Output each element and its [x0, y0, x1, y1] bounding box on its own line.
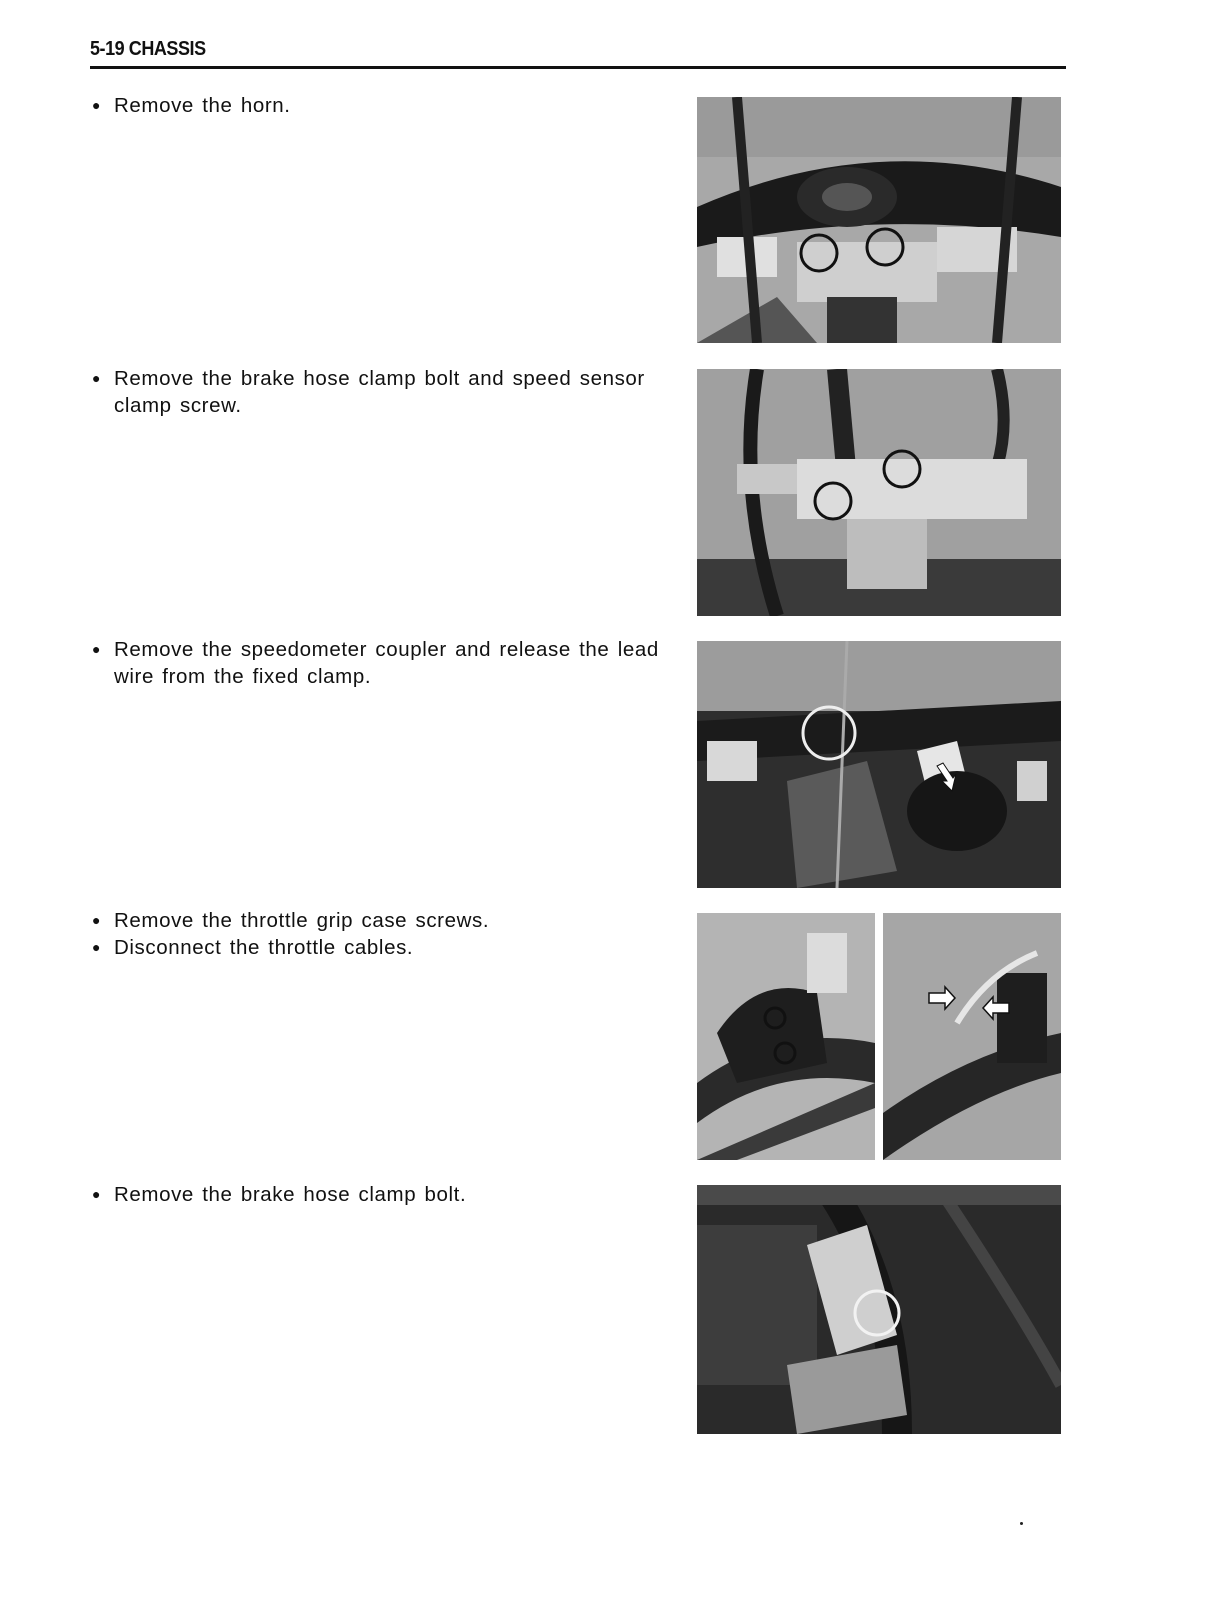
bullet-icon: ● — [92, 97, 102, 113]
step-1-text — [92, 92, 672, 119]
bullet-icon: ● — [92, 912, 102, 928]
step-3-text — [92, 636, 672, 690]
photo-brake-hose-clamp-bolt — [697, 1185, 1061, 1434]
page-header — [90, 36, 1066, 69]
speedometer-photo-illustration — [697, 641, 1061, 888]
photo-horn — [697, 97, 1061, 343]
page-title: 5-19 CHASSIS — [90, 38, 206, 60]
step-line — [92, 636, 672, 663]
step-line — [92, 934, 672, 961]
step-3-line-1: Remove the speedometer coupler and release the lead — [114, 638, 659, 661]
step-2-line-1: Remove the brake hose clamp bolt and speed sensor — [114, 367, 645, 390]
step-line — [92, 92, 672, 119]
step-line — [92, 907, 672, 934]
step-2-text — [92, 365, 672, 419]
step-4-text — [92, 907, 672, 961]
step-line — [92, 663, 672, 690]
step-4-line-1: Remove the throttle grip case screws. — [114, 909, 490, 932]
step-3-line-2: wire from the fixed clamp. — [114, 665, 372, 688]
photo-throttle-grip — [697, 913, 1061, 1160]
bullet-icon: ● — [92, 370, 102, 386]
brake-clamp-photo-illustration — [697, 1185, 1061, 1434]
horn-photo-illustration — [697, 97, 1061, 343]
throttle-photo-illustration — [697, 913, 1061, 1160]
step-5-text — [92, 1181, 672, 1208]
step-1-line-1: Remove the horn. — [114, 94, 291, 117]
bullet-icon: ● — [92, 641, 102, 657]
bullet-icon: ● — [92, 1186, 102, 1202]
step-2-line-2: clamp screw. — [114, 394, 242, 417]
step-line — [92, 365, 672, 392]
step-4-line-2: Disconnect the throttle cables. — [114, 936, 414, 959]
step-line — [92, 1181, 672, 1208]
step-line — [92, 392, 672, 419]
step-5-line-1: Remove the brake hose clamp bolt. — [114, 1183, 467, 1206]
photo-brake-hose-speed-sensor — [697, 369, 1061, 616]
brake-hose-photo-illustration — [697, 369, 1061, 616]
page-speck — [1020, 1522, 1023, 1525]
photo-speedometer-coupler — [697, 641, 1061, 888]
bullet-icon: ● — [92, 939, 102, 955]
